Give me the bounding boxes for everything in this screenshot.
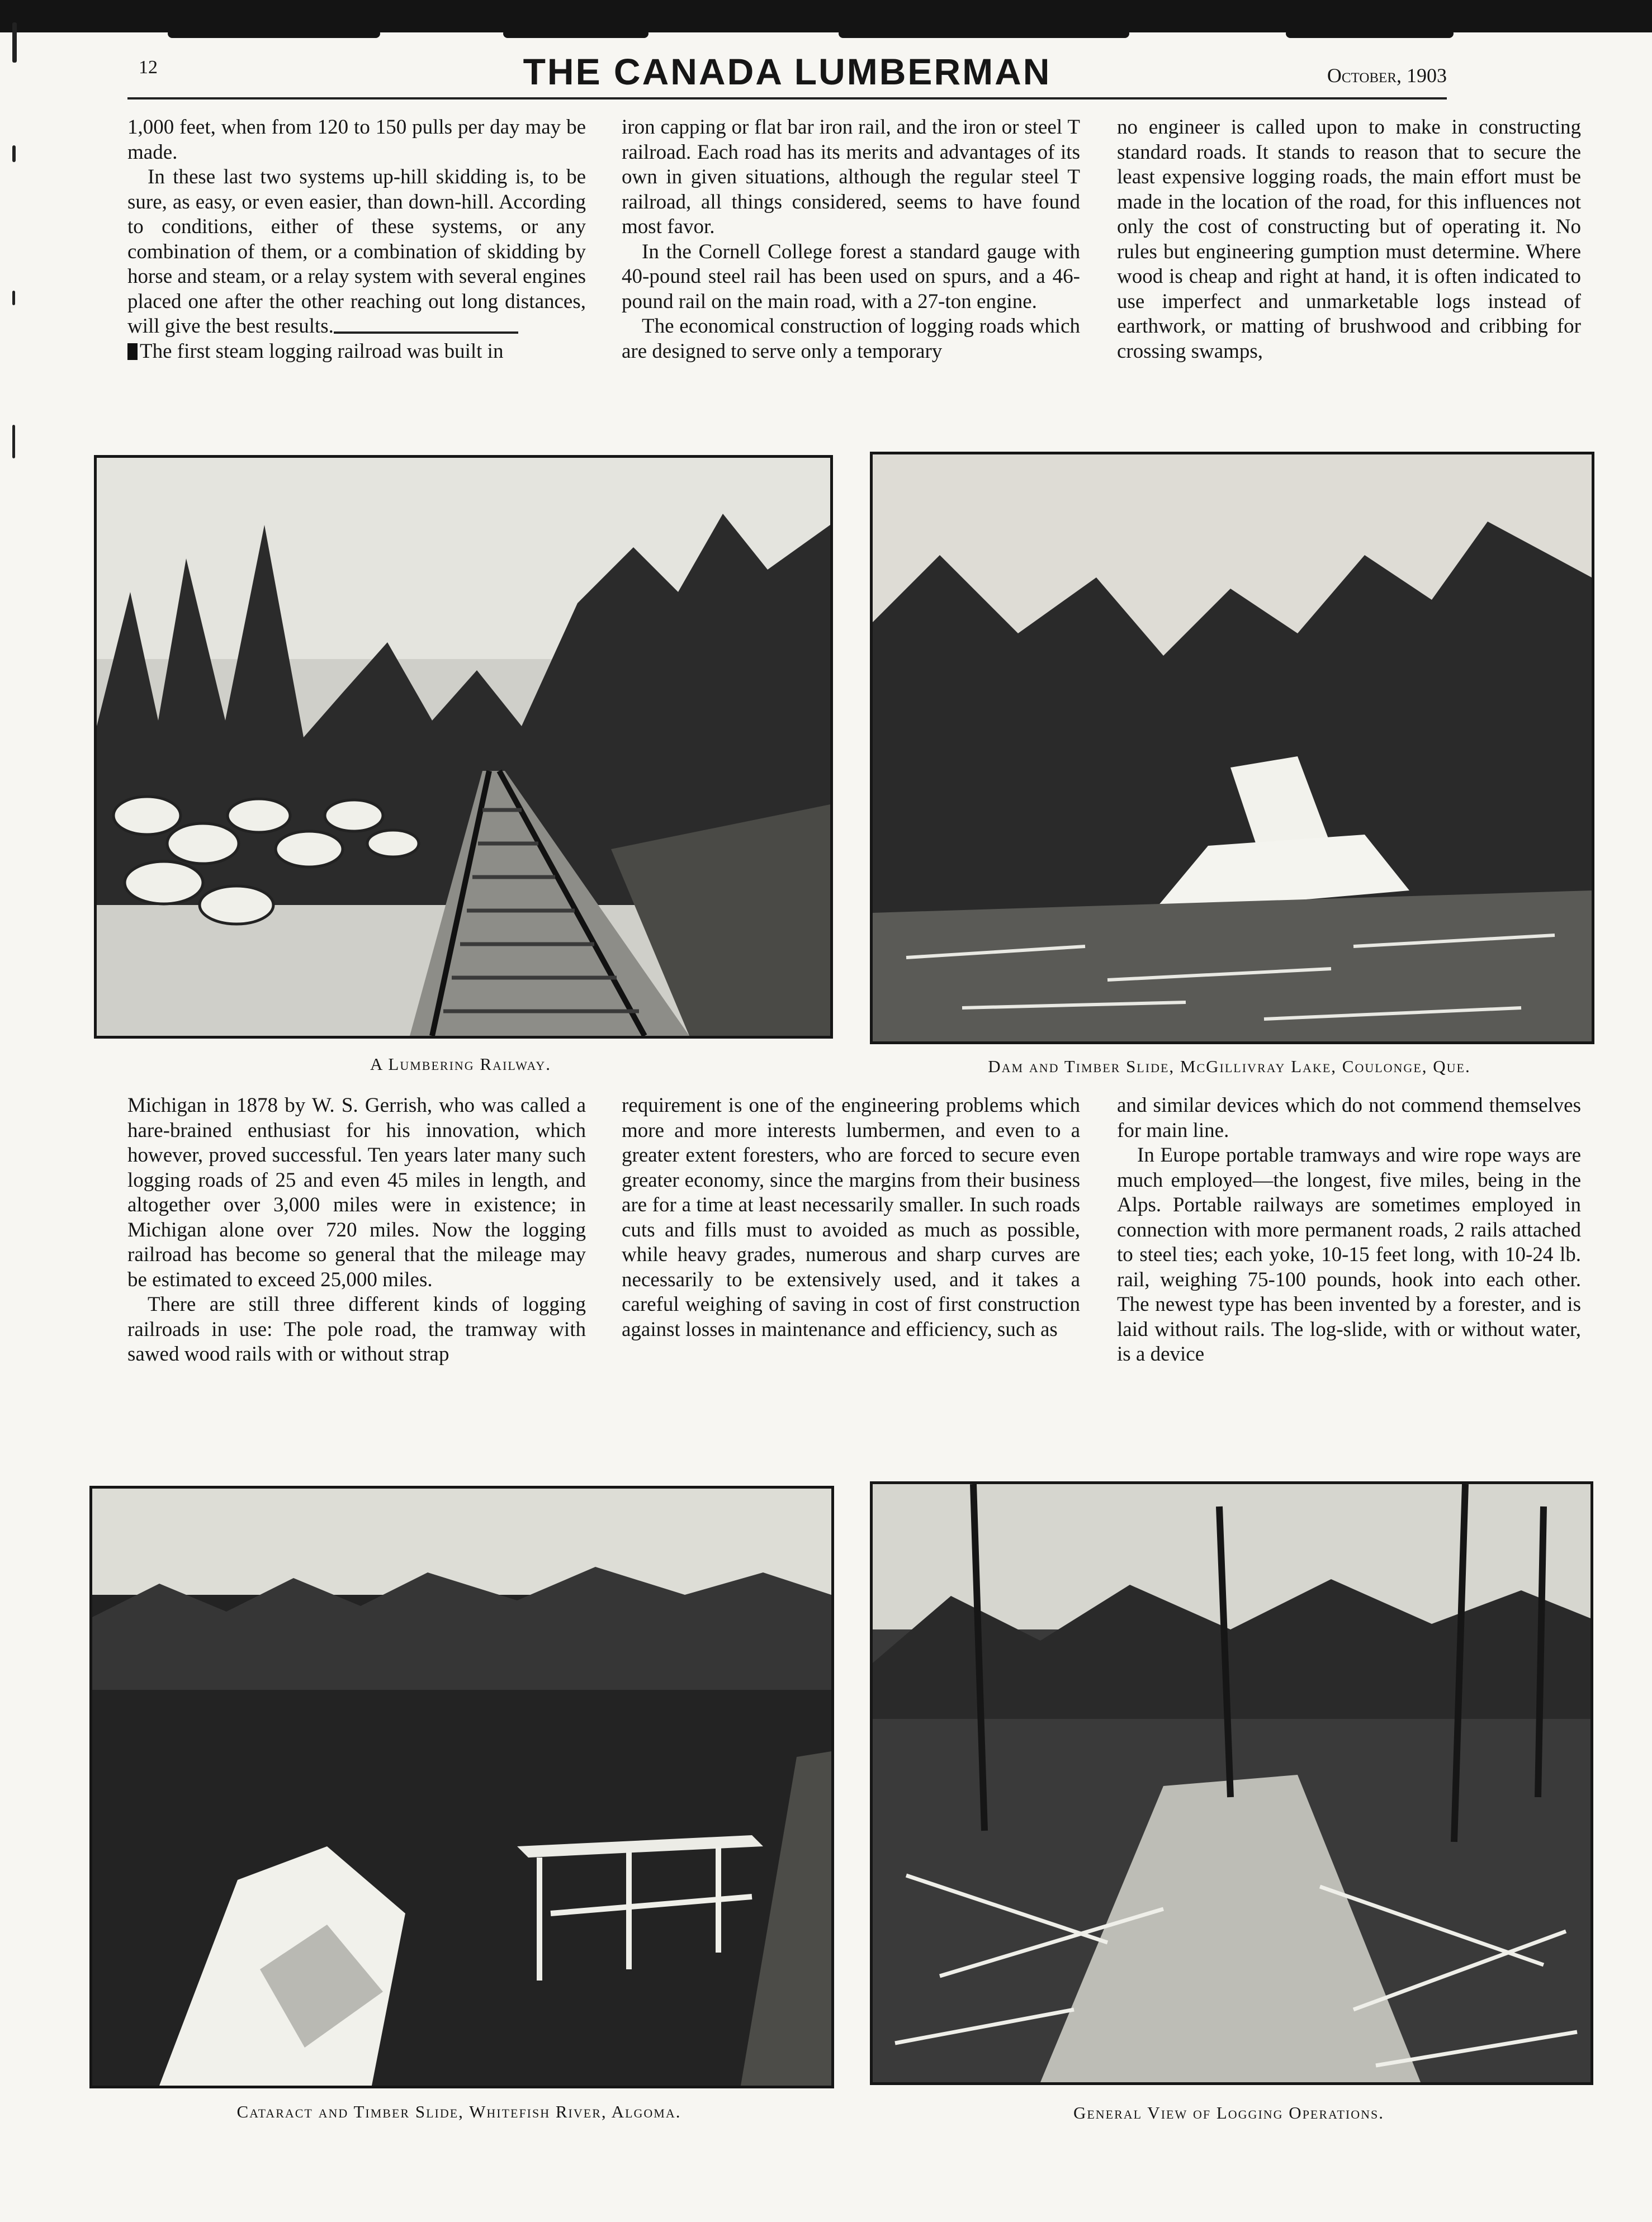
scan-edge-mark — [12, 145, 16, 162]
article-column-1-top — [127, 115, 586, 364]
article-column-2-top — [622, 115, 1080, 364]
paragraph: and similar devices which do not commend themselves for main line. — [1117, 1094, 1581, 1142]
paragraph: iron capping or flat bar iron rail, and the iron or steel T railroad. Each road has its merits and advantages of its own in given situations, although the regular steel T railroad, all things considered, seems to have found most favor. — [622, 116, 1080, 238]
paragraph: The economical construction of logging roads which are designed to serve only a temporary — [622, 315, 1080, 363]
scan-edge-mark — [12, 425, 15, 458]
masthead-title: THE CANADA LUMBERMAN — [523, 51, 1052, 92]
photo-caption: A Lumbering Railway. — [370, 1054, 551, 1074]
article-column-3-top — [1117, 115, 1581, 364]
paragraph-text: The first steam logging railroad was built in — [140, 339, 504, 363]
paragraph: There are still three different kinds of logging railroads in use: The pole road, the tramway with sawed wood rails with or without strap — [127, 1293, 586, 1366]
article-column-1-middle — [127, 1093, 586, 1367]
print-blot — [127, 343, 138, 360]
photo-lumbering-railway — [94, 455, 833, 1039]
paragraph: 1,000 feet, when from 120 to 150 pulls per day may be made. — [127, 116, 586, 164]
photo-logging-operations — [870, 1481, 1593, 2085]
paragraph — [127, 339, 586, 364]
scan-edge-mark — [12, 22, 17, 63]
photo-cataract-timber-slide — [89, 1486, 834, 2088]
paragraph: In the Cornell College forest a standard gauge with 40-pound steel rail has been used on spurs, and a 46-pound rail on the main road, with a 27-ton engine. — [622, 240, 1080, 313]
page-header — [127, 50, 1447, 95]
print-smudge — [334, 317, 518, 334]
paragraph-text: In these last two systems up-hill skidding is, to be sure, as easy, or even easier, than down-hill. According to conditions, either of these systems, or any combination of them, or a combination of skidding by horse and steam, or a relay system with several engines placed one after the other reaching out long distances, will give the best results. — [127, 165, 586, 338]
paragraph: Michigan in 1878 by W. S. Gerrish, who was called a hare-brained enthusiast for his innovation, which however, proved successful. Ten years later many such logging roads of 25 and even 45 miles in length, and altogether over 3,000 miles were in existence; in Michigan alone over 720 miles. Now the logging railroad has become so general that the mileage may be estimated to exceed 25,000 miles. — [127, 1094, 586, 1291]
paragraph — [127, 165, 586, 339]
photo-dam-timber-slide — [870, 452, 1594, 1044]
article-column-3-middle — [1117, 1093, 1581, 1367]
page-number: 12 — [139, 57, 158, 78]
photo-caption: Cataract and Timber Slide, Whitefish River, Algoma. — [236, 2102, 681, 2121]
header-rule — [127, 97, 1447, 100]
paragraph: no engineer is called upon to make in constructing standard roads. It stands to reason that to secure the least expensive logging roads, the main effort must be made in the location of the road, for this influences not only the cost of constructing but of operating it. No rules but engineering gumption must determine. Where wood is cheap and right at hand, it is often indicated to use imperfect and unmarketable logs instead of earthwork, or matting of brushwood and cribbing for crossing swamps, — [1117, 116, 1581, 363]
scan-edge-mark — [12, 291, 15, 305]
issue-date: October, 1903 — [1327, 64, 1447, 87]
scan-top-band — [0, 0, 1652, 32]
photo-caption: Dam and Timber Slide, McGillivray Lake, Coulonge, Que. — [988, 1056, 1471, 1076]
paragraph: In Europe portable tramways and wire rope ways are much employed—the longest, five miles, being in the Alps. Portable railways are sometimes employed in connection with more permanent roads, 2 rails attached to steel ties; each yoke, 10-15 feet long, with 10-24 lb. rail, weighing 75-100 pounds, hook into each other. The newest type has been invented by a forester, and is laid without rails. The log-slide, with or without water, is a device — [1117, 1144, 1581, 1366]
photo-caption: General View of Logging Operations. — [1073, 2103, 1385, 2122]
article-column-2-middle — [622, 1093, 1080, 1342]
paragraph: requirement is one of the engineering problems which more and more interests lumbermen, and even to a greater extent foresters, who are forced to secure even greater economy, since the margins from their business are for a time at least necessarily smaller. In such roads cuts and fills must to avoided as much as possible, while heavy grades, numerous and sharp curves are necessarily to be extensively used, and it takes a careful weighing of saving in cost of first construction against losses in maintenance and efficiency, such as — [622, 1094, 1080, 1341]
